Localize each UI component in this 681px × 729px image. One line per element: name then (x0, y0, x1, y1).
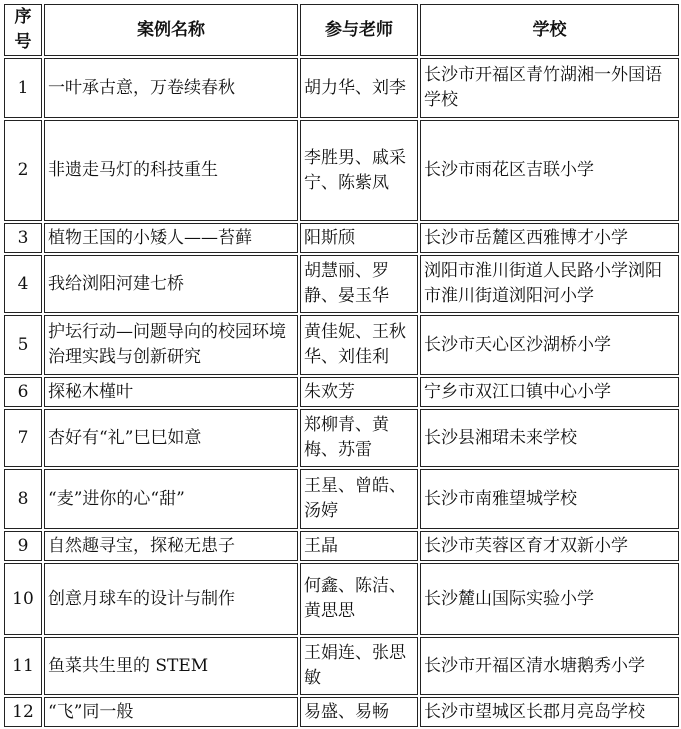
row-no: 2 (4, 120, 42, 221)
case-table (2, 2, 681, 729)
row-school: 长沙市天心区沙湖桥小学 (420, 315, 679, 375)
row-case: 自然趣寻宝，探秘无患子 (44, 531, 298, 561)
row-teachers: 阳斯颀 (300, 223, 418, 253)
row-case: 我给浏阳河建七桥 (44, 255, 298, 313)
row-no: 5 (4, 315, 42, 375)
row-no: 8 (4, 469, 42, 529)
row-school: 长沙市雨花区吉联小学 (420, 120, 679, 221)
table-row (4, 469, 679, 529)
row-teachers: 郑柳青、黄梅、苏雷 (300, 409, 418, 467)
header-teachers: 参与老师 (300, 4, 418, 56)
row-teachers: 易盛、易畅 (300, 697, 418, 727)
row-case: “麦”进你的心“甜” (44, 469, 298, 529)
table-row (4, 223, 679, 253)
table-row (4, 531, 679, 561)
header-school: 学校 (420, 4, 679, 56)
table-row (4, 120, 679, 221)
row-teachers: 王星、曾皓、汤婷 (300, 469, 418, 529)
row-teachers: 黄佳妮、王秋华、刘佳利 (300, 315, 418, 375)
row-school: 长沙市望城区长郡月亮岛学校 (420, 697, 679, 727)
row-case: 杏好有“礼”巳巳如意 (44, 409, 298, 467)
row-teachers: 王晶 (300, 531, 418, 561)
row-no: 11 (4, 637, 42, 695)
row-case: 探秘木槿叶 (44, 377, 298, 407)
row-no: 6 (4, 377, 42, 407)
row-school: 长沙市岳麓区西雅博才小学 (420, 223, 679, 253)
row-case: 鱼菜共生里的 STEM (44, 637, 298, 695)
table-row (4, 255, 679, 313)
table-row (4, 58, 679, 118)
row-school: 长沙市南雅望城学校 (420, 469, 679, 529)
row-case: 护坛行动—问题导向的校园环境治理实践与创新研究 (44, 315, 298, 375)
header-no: 序号 (4, 4, 42, 56)
row-teachers: 胡力华、刘李 (300, 58, 418, 118)
row-teachers: 王娟连、张思敏 (300, 637, 418, 695)
row-school: 长沙麓山国际实验小学 (420, 563, 679, 635)
row-case: “飞”同一般 (44, 697, 298, 727)
header-row (4, 4, 679, 56)
row-school: 宁乡市双江口镇中心小学 (420, 377, 679, 407)
row-school: 长沙市开福区青竹湖湘一外国语学校 (420, 58, 679, 118)
row-case: 非遗走马灯的科技重生 (44, 120, 298, 221)
row-no: 10 (4, 563, 42, 635)
row-no: 3 (4, 223, 42, 253)
row-teachers: 李胜男、戚采宁、陈紫凤 (300, 120, 418, 221)
row-school: 浏阳市淮川街道人民路小学浏阳市淮川街道浏阳河小学 (420, 255, 679, 313)
row-school: 长沙县湘珺未来学校 (420, 409, 679, 467)
table-row (4, 637, 679, 695)
table-row (4, 563, 679, 635)
row-no: 7 (4, 409, 42, 467)
row-no: 1 (4, 58, 42, 118)
row-teachers: 朱欢芳 (300, 377, 418, 407)
table-row (4, 315, 679, 375)
table-row (4, 377, 679, 407)
row-school: 长沙市开福区清水塘鹅秀小学 (420, 637, 679, 695)
row-no: 9 (4, 531, 42, 561)
row-teachers: 何鑫、陈洁、黄思思 (300, 563, 418, 635)
row-no: 12 (4, 697, 42, 727)
table-row (4, 409, 679, 467)
row-case: 创意月球车的设计与制作 (44, 563, 298, 635)
row-school: 长沙市芙蓉区育才双新小学 (420, 531, 679, 561)
row-no: 4 (4, 255, 42, 313)
row-teachers: 胡慧丽、罗静、晏玉华 (300, 255, 418, 313)
row-case: 一叶承古意，万卷续春秋 (44, 58, 298, 118)
header-case: 案例名称 (44, 4, 298, 56)
row-case: 植物王国的小矮人——苔藓 (44, 223, 298, 253)
